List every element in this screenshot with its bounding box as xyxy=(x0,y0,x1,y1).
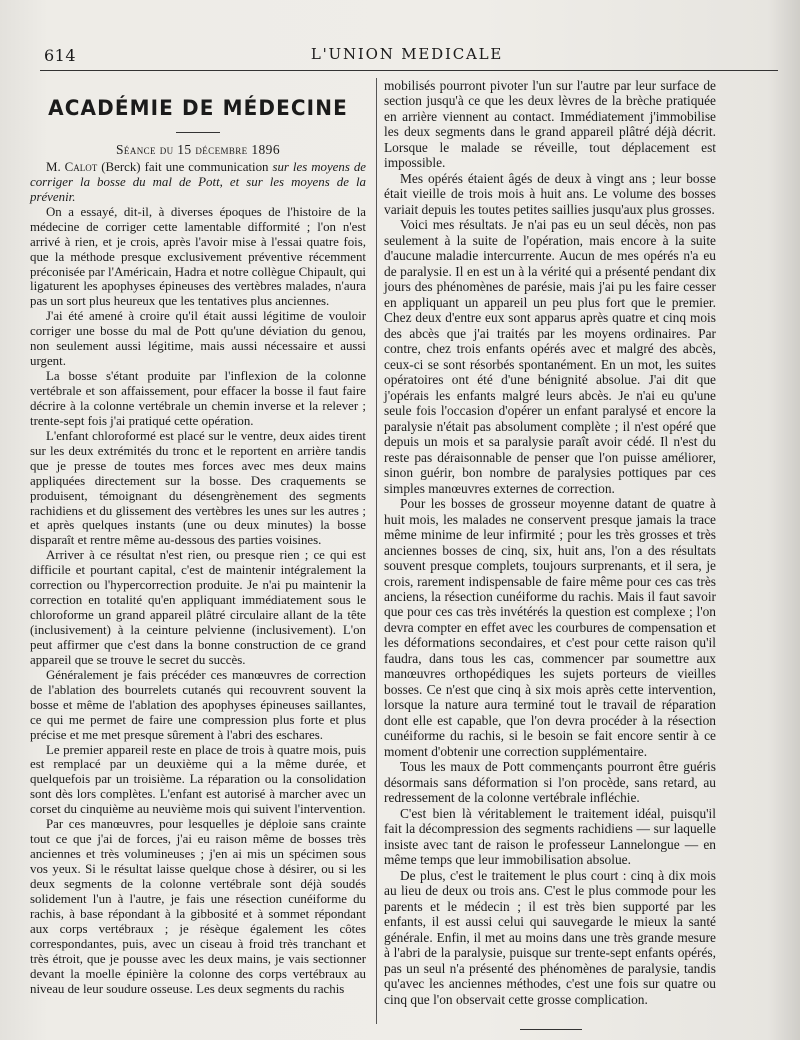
paragraph: Par ces manœuvres, pour lesquelles je déploie sans crainte tout ce que j'ai de forces, j'ai eu raison même de bosses très anciennes et très volumineuses ; j'en ai mis un spécimen sous vos yeux. Si le résultat laisse quelque chose à désirer, ou si les deux segments de la colonne vertébrale sont déjà soudés solidement l'un à l'autre, je fais une résection cunéiforme du rachis, à base répondant à la gibbosité et à sommet répondant aux corps vertébraux ; je résèque également les côtes correspondantes, puis, avec un ciseau à froid très tranchant et très étroit, que je pousse avec les deux mains, je vais sectionner devant la moelle épinière la colonne des corps vertébraux au niveau de leur soudure osseuse. Les deux segments du rachis xyxy=(30,817,366,996)
column-divider xyxy=(376,78,377,1024)
left-column xyxy=(30,84,366,996)
session-month: décembre xyxy=(195,142,248,157)
end-rule xyxy=(520,1029,582,1030)
paragraph: J'ai été amené à croire qu'il était aussi légitime de vouloir corriger une bosse du mal de Pott qu'une déviation du genou, non seulement aussi légitime, mais aussi nécessaire et aussi urgent. xyxy=(30,309,366,369)
paragraph: Tous les maux de Pott commençants pourront être guéris désormais sans déformation si l'on procède, sans retard, au redressement de la colonne vertébrale infléchie. xyxy=(384,759,716,806)
author-name: M. Calot xyxy=(46,159,98,174)
paragraph: On a essayé, dit-il, à diverses époques de l'histoire de la médecine de corriger cette lamentable difformité ; l'on n'est arrivé à rien, et je crois, après l'avoir mise à l'essai quatre fois, que la méthode presque exclusivement préventive récemment préconisée par l'Américain, Hadra et notre collègue Chipault, qui ligaturent les apophyses épineuses des vertèbres malades, n'aura pas un sort plus heureux que les tentatives plus anciennes. xyxy=(30,204,366,309)
paragraph: C'est bien là véritablement le traitement idéal, puisqu'il fait la décompression des segments rachidiens — sur laquelle insiste avec tant de raison le professeur Lannelongue — en même temps que leur immobilisation absolue. xyxy=(384,805,716,868)
page-number: 614 xyxy=(44,46,77,65)
journal-title: L'UNION MEDICALE xyxy=(310,45,504,63)
author-place: (Berck) fait une communication xyxy=(101,159,269,174)
running-header xyxy=(36,44,778,66)
section-heading: ACADÉMIE DE MÉDECINE xyxy=(48,96,348,121)
session-date xyxy=(30,143,366,158)
intro-paragraph xyxy=(30,160,366,205)
communication-title: sur les moyens de corriger la bosse du mal de Pott, et sur les moyens de la prévenir. xyxy=(30,159,367,204)
right-column xyxy=(384,78,716,1030)
header-rule xyxy=(40,70,778,71)
paragraph: Arriver à ce résultat n'est rien, ou presque rien ; ce qui est difficile et pourtant capital, c'est de maintenir intégralement la correction ou l'hypercorrection produite. Je n'ai pu maintenir la correction en totalité qu'en appliquant immédiatement sous le chloroforme un grand appareil plâtré circulaire allant de la tête (inclusivement) à la ceinture pelvienne (inclusivement). L'on peut affirmer que c'est dans la bonne construction de ce grand appareil que se trouve le secret du succès. xyxy=(30,548,366,667)
paragraph: Le premier appareil reste en place de trois à quatre mois, puis est remplacé par un deuxième qui a la même durée, et quelquefois par un troisième. La réparation ou la consolidation sont dès lors complètes. L'enfant est autorisé à marcher avec un corset du cinquième au neuvième mois qui suivent l'intervention. xyxy=(30,742,366,817)
paragraph: Généralement je fais précéder ces manœuvres de correction de l'ablation des bourrelets cutanés qui recouvrent souvent la bosse et même de l'ablation des apophyses épineuses saillantes, ce qui me permet de faire une compression plus forte et plus précise et me met presque sûrement à l'abri des eschares. xyxy=(30,667,366,742)
continued-paragraph: mobilisés pourront pivoter l'un sur l'autre par leur surface de section jusqu'à ce que les deux lèvres de la brèche pratiquée en arrière viennent au contact. Immédiatement j'immobilise les deux segments dans le grand appareil plâtré déjà décrit. Lorsque le malade se réveille, tout déplacement est impossible. xyxy=(384,78,716,171)
paragraph: Pour les bosses de grosseur moyenne datant de quatre à huit mois, les malades ne conservent presque jamais la trace même minime de leur infirmité ; pour les très grosses et très anciennes bosses de cinq, six, huit ans, l'on a des résultats souvent presque complets, toujours surprenants, et il sera, je crois, rarement indispensable de faire même pour ces cas très anciens, la résection cunéiforme du rachis. Mais il faut savoir que pour ces cas très invétérés la question est complexe ; l'on devra compter en effet avec les courbures de compensation et les déformations secondaires, et c'est pour cette raison qu'il faudra, dans tous les cas, commencer par soumettre aux manœuvres orthopédiques les sujets porteurs de vieilles bosses. Ce n'est que cinq à six mois après cette intervention, lorsque la nature aura terminé tout le travail de réparation dont elle est capable, que l'on devra procéder à la résection cunéiforme du rachis, si le besoin se fait encore sentir à ce moment d'obtenir une correction supplémentaire. xyxy=(384,496,716,759)
paragraph: Voici mes résultats. Je n'ai pas eu un seul décès, non pas seulement à la suite de l'opération, mais encore à la suite d'aucune maladie intercurrente. Aucun de mes opérés n'a eu de paralysie. Il en est un à la vérité qui a présenté pendant dix jours des phénomènes de parésie, mais j'ai pu les faire cesser en appliquant un appareil un peu plus fort que le premier. Chez deux d'entre eux sont apparus après quatre et cinq mois des abcès que j'ai traités par les moyens ordinaires. Par contre, chez trois enfants opérés avec et malgré des abcès, ceux-ci se sont résorbés spontanément. En un mot, les suites opératoires ont été d'une bénignité absolue. J'ai dit que j'opérais les enfants malgré leurs abcès. Je n'ai eu qu'une seule fois l'occasion d'opérer un enfant paralysé et encore la paralysie n'était pas absolument complète ; il n'est opéré que depuis un mois et sa paralysie paraît avoir cédé. Il n'est du reste pas déraisonnable de penser que l'on puisse améliorer, sinon guérir, bon nombre de paralysies pottiques par ces simples manœuvres externes de correction. xyxy=(384,217,716,496)
paragraph: La bosse s'étant produite par l'inflexion de la colonne vertébrale et son affaissement, pour effacer la bosse il faut faire décrire à la colonne vertébrale un chemin inverse et la relever ; trente-sept fois j'ai pratiqué cette opération. xyxy=(30,369,366,428)
session-day: 15 xyxy=(177,142,192,157)
session-prefix: Séance du xyxy=(116,142,174,157)
paragraph: De plus, c'est le traitement le plus court : cinq à dix mois au lieu de deux ou trois ans. C'est le plus commode pour les parents et le médecin ; il est très bien supporté par les enfants, il est aussi celui qui sauvegarde le mieux la santé générale. Enfin, il met au moins dans une très grande mesure à l'abri de la paralysie, puisque sur trente-sept enfants opérés, pas un seul n'a présenté des phénomènes de paralysie, tandis qu'avec les anciennes méthodes, c'est une fois sur quatre ou cinq que l'on observait cette grosse complication. xyxy=(384,867,716,1007)
heading-rule xyxy=(176,132,220,133)
paragraph: L'enfant chloroformé est placé sur le ventre, deux aides tirent sur les deux extrémités du tronc et le reportent en arrière tandis que je presse de toutes mes forces avec mes deux mains appliquées directement sur la bosse. Des craquements se produisent, témoignant du désengrènement des segments rachidiens et du glissement des vertèbres les unes sur les autres ; et après quelques instants (une ou deux minutes) la bosse disparaît et rentre même au-dessous des parties voisines. xyxy=(30,428,366,548)
paragraph: Mes opérés étaient âgés de deux à vingt ans ; leur bosse était vieille de trois mois à huit ans. Le volume des bosses variait depuis les toutes petites saillies jusqu'aux plus grosses. xyxy=(384,170,716,217)
session-year: 1896 xyxy=(251,142,280,157)
